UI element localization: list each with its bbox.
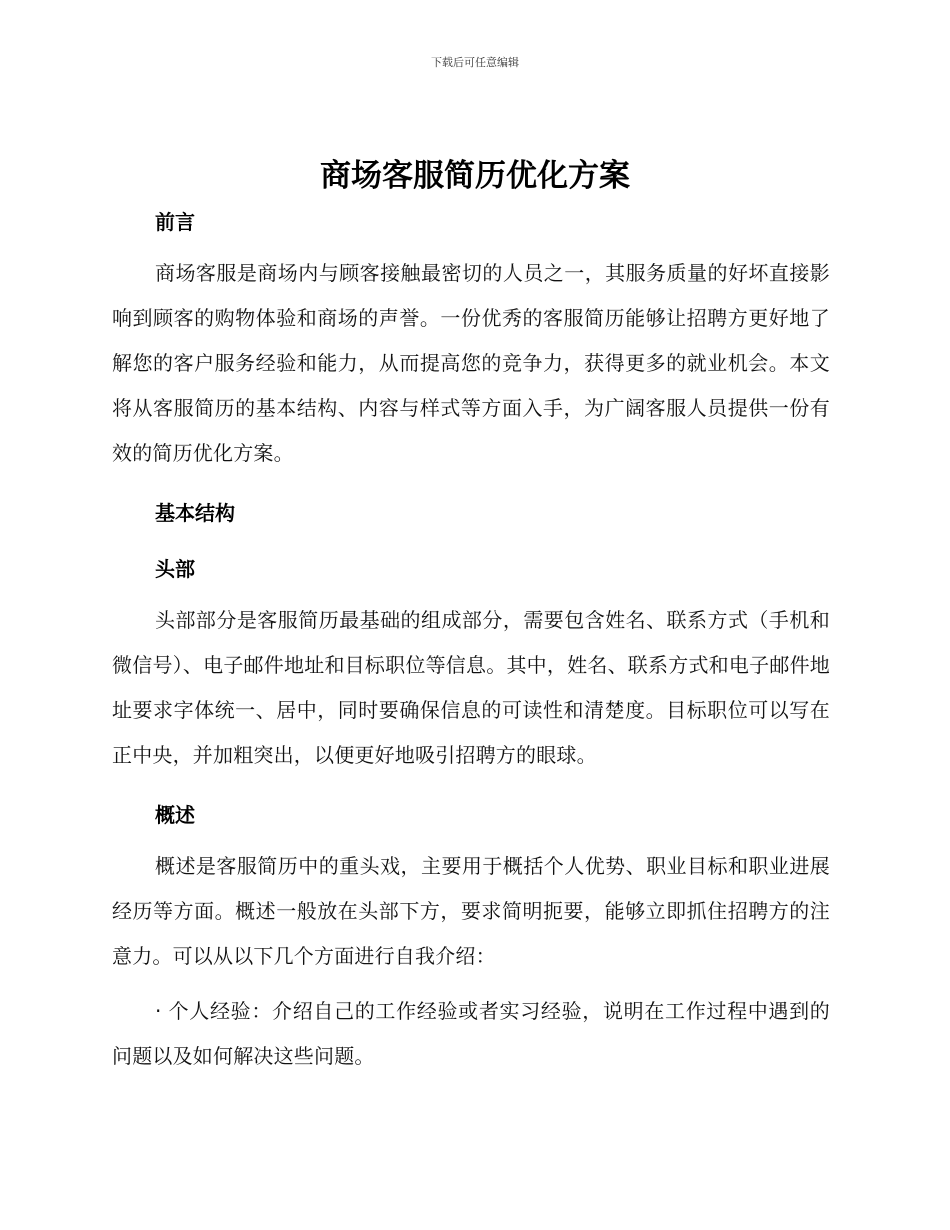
structure-heading: 基本结构: [155, 501, 235, 525]
bullet-item-experience: · 个人经验：介绍自己的工作经验或者实习经验，说明在工作过程中遇到的问题以及如何解决这些问题。: [112, 999, 830, 1068]
overview-paragraph: 概述是客服简历中的重头戏，主要用于概括个人优势、职业目标和职业进展经历等方面。概述一般放在头部下方，要求简明扼要，能够立即抓住招聘方的注意力。可以从以下几个方面进行自我介绍：: [112, 854, 830, 968]
document-body: [112, 203, 830, 1079]
overview-heading: 概述: [155, 803, 195, 827]
preface-paragraph: 商场客服是商场内与顾客接触最密切的人员之一，其服务质量的好坏直接影响到顾客的购物体验和商场的声誉。一份优秀的客服简历能够让招聘方更好地了解您的客户服务经验和能力，从而提高您的竞争力，获得更多的就业机会。本文将从客服简历的基本结构、内容与样式等方面入手，为广阔客服人员提供一份有效的简历优化方案。: [112, 261, 830, 465]
preface-heading: 前言: [155, 210, 195, 234]
head-section-paragraph: 头部部分是客服简历最基础的组成部分，需要包含姓名、联系方式（手机和微信号）、电子邮件地址和目标职位等信息。其中，姓名、联系方式和电子邮件地址要求字体统一、居中，同时要确保信息的可读性和清楚度。目标职位可以写在正中央，并加粗突出，以便更好地吸引招聘方的眼球。: [112, 608, 830, 767]
head-section-heading: 头部: [155, 557, 195, 581]
document-title: 商场客服简历优化方案: [320, 158, 630, 194]
page-header-note: 下载后可任意编辑: [431, 56, 519, 69]
